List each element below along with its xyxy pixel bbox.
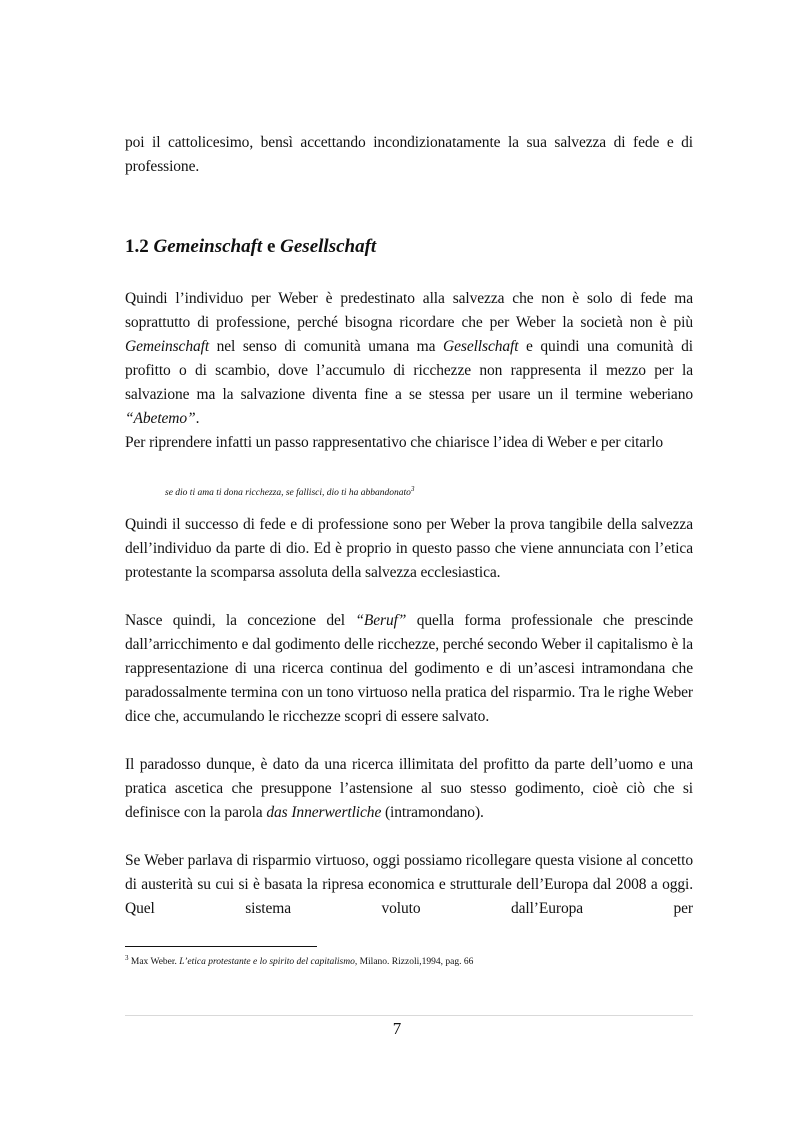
para6-text: Se Weber parlava di risparmio virtuoso, oggi possiamo ricollegare questa visione al concetto di austerità su cui si è basata la ripresa economica e strutturale dell’Europa dal 2008 a oggi. Quel sistema voluto dall’Europa per xyxy=(125,852,693,917)
para1-term-gesellschaft: Gesellschaft xyxy=(443,338,519,355)
continuation-text: poi il cattolicesimo, bensì accettando incondizionatamente la sua salvezza di fede e di professione. xyxy=(125,134,693,175)
footnote-publication: Milano. Rizzoli,1994, pag. 66 xyxy=(359,957,474,967)
paragraph-4 xyxy=(125,609,693,729)
paragraph-3 xyxy=(125,513,693,585)
heading-number: 1.2 xyxy=(125,236,149,257)
para3-text: Quindi il successo di fede e di professione sono per Weber la prova tangibile della salvezza dell’individuo da parte di dio. Ed è proprio in questo passo che viene annunciata con l’etica protestante la scomparsa assoluta della salvezza ecclesiastica. xyxy=(125,516,693,581)
para1-text-3: e quindi una comunità di profitto o di scambio, dove l’accumulo di ricchezze non rappresenta il mezzo per la salvazione ma la salvazione diventa fine a se stessa per usare un il termine weberiano xyxy=(125,338,693,403)
footer-separator xyxy=(125,1015,693,1016)
para5-term-innerwertliche: das Innerwertliche xyxy=(266,804,382,821)
footnote-separator xyxy=(125,946,317,947)
para1-text-4: . xyxy=(195,410,200,427)
para1-text-1: Quindi l’individuo per Weber è predestinato alla salvezza che non è solo di fede ma soprattutto di professione, perché bisogna ricordare che per Weber la società non è più xyxy=(125,290,693,331)
block-quote xyxy=(165,484,415,498)
footnote-title: L’etica protestante e lo spirito del capitalismo, xyxy=(179,957,358,967)
footnote xyxy=(125,953,474,967)
para1-term-gemeinschaft: Gemeinschaft xyxy=(125,338,210,355)
para5-text-2: (intramondano). xyxy=(385,804,484,821)
heading-term-gemeinschaft: Gemeinschaft xyxy=(153,236,263,257)
heading-term-gesellschaft: Gesellschaft xyxy=(280,236,377,257)
section-heading xyxy=(125,236,376,258)
paragraph-2 xyxy=(125,431,693,455)
quote-text: se dio ti ama ti dona ricchezza, se fallisci, dio ti ha abbandonato xyxy=(165,488,411,498)
heading-conjunction: e xyxy=(266,236,276,257)
para4-text-1: Nasce quindi, la concezione del xyxy=(125,612,345,629)
para4-term-beruf: “Beruf” xyxy=(355,612,407,629)
continuation-paragraph xyxy=(125,131,693,179)
para1-term-abetemo: “Abetemo” xyxy=(125,410,196,427)
footnote-author: Max Weber. xyxy=(130,957,177,967)
footnote-reference[interactable]: 3 xyxy=(410,484,415,493)
paragraph-5 xyxy=(125,753,693,825)
para2-text: Per riprendere infatti un passo rappresentativo che chiarisce l’idea di Weber e per citarlo xyxy=(125,434,664,451)
para4-text-2: quella forma professionale che prescinde dall’arricchimento e dal godimento delle ricchezze, perché secondo Weber il capitalismo è la rappresentazione di una ricerca continua del godimento e di un’ascesi intramondana che paradossalmente termina con un tono virtuoso nella pratica del risparmio. Tra le righe Weber dice che, accumulando le ricchezze scopri di essere salvato. xyxy=(125,612,693,725)
page-number: 7 xyxy=(392,1019,402,1038)
para5-text-1: Il paradosso dunque, è dato da una ricerca illimitata del profitto da parte dell’uomo e una pratica ascetica che presuppone l’astensione al suo stesso godimento, cioè ciò che si definisce con la parola xyxy=(125,756,693,821)
footnote-number: 3 xyxy=(125,953,129,962)
paragraph-1 xyxy=(125,287,693,431)
paragraph-6 xyxy=(125,849,693,921)
para1-text-2: nel senso di comunità umana ma xyxy=(216,338,436,355)
